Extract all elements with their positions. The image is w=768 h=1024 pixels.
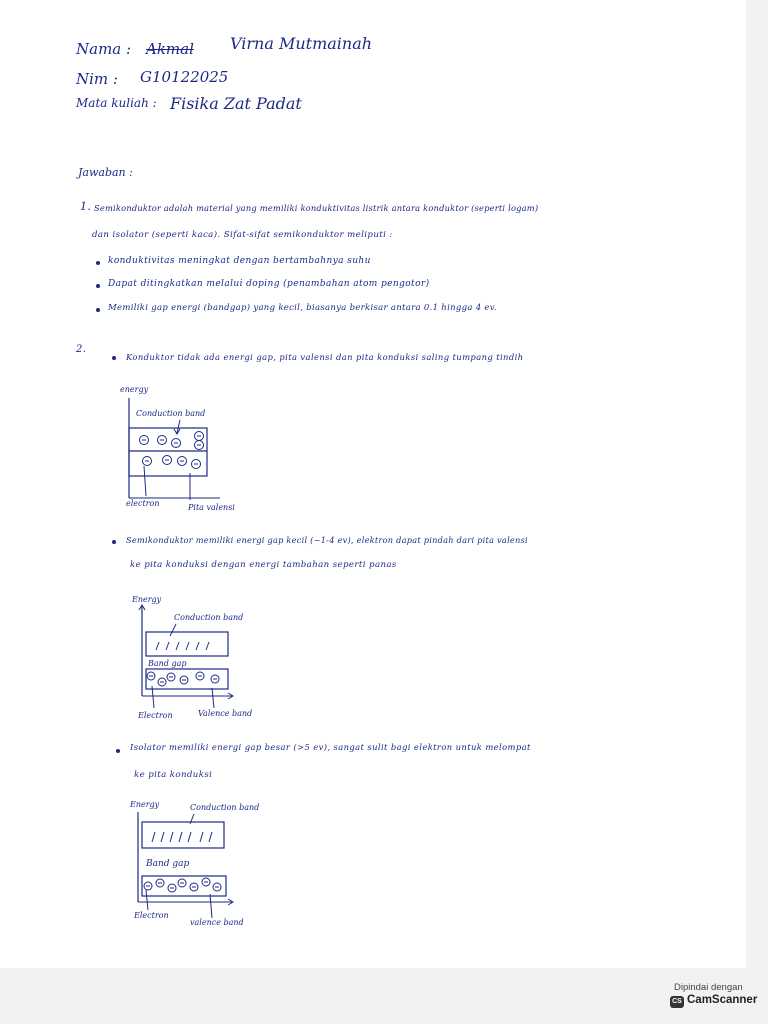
d2-gap-label: Band gap — [148, 659, 187, 668]
camscanner-watermark — [668, 980, 758, 1014]
d3-electron-label: Electron — [134, 911, 169, 920]
d3-conduction-label: Conduction band — [190, 803, 260, 812]
semikonduktor-line2: ke pita konduksi dengan energi tambahan seperti panas — [130, 560, 397, 570]
q1-line2: dan isolator (seperti kaca). Sifat-sifat semikonduktor meliputi : — [92, 230, 393, 240]
nama-value: Virna Mutmainah — [230, 34, 373, 53]
insulator-band-diagram — [120, 794, 320, 934]
conductor-band-diagram — [120, 378, 280, 518]
jawaban-label: Jawaban : — [78, 166, 133, 179]
d1-conduction-label: Conduction band — [136, 409, 206, 418]
semiconductor-band-diagram — [120, 592, 300, 728]
d1-electron-label: electron — [126, 499, 160, 508]
q1-bullet-dot-3 — [96, 308, 100, 312]
d2-conduction-label: Conduction band — [174, 613, 244, 622]
nama-label: Nama : — [76, 40, 132, 58]
q1-number: 1. — [80, 200, 92, 213]
d1-valensi-label: Pita valensi — [188, 503, 235, 512]
scanned-with-text: Dipindai dengan — [674, 982, 743, 993]
d2-energy-label: Energy — [132, 595, 162, 604]
nama-struck-text: Akmal — [146, 40, 194, 58]
matkul-label: Mata kuliah : — [76, 96, 157, 110]
camscanner-logo-icon: CS — [670, 996, 684, 1008]
q1-bullet-1: konduktivitas meningkat dengan bertambahnya suhu — [108, 256, 371, 266]
q2-bullet-dot-semikonduktor — [112, 540, 116, 544]
semikonduktor-line1: Semikonduktor memiliki energi gap kecil (~1-4 ev), elektron dapat pindah dari pita valensi — [126, 535, 528, 545]
q2-bullet-dot-isolator — [116, 749, 120, 753]
matkul-value: Fisika Zat Padat — [170, 94, 302, 113]
nim-label: Nim : — [76, 70, 118, 88]
isolator-line2: ke pita konduksi — [134, 770, 213, 780]
d3-energy-label: Energy — [130, 800, 160, 809]
q2-number: 2. — [76, 344, 87, 355]
camscanner-name: CamScanner — [687, 994, 758, 1006]
q1-line1: Semikonduktor adalah material yang memiliki konduktivitas listrik antara konduktor (seperti logam) — [94, 203, 539, 213]
q1-bullet-2: Dapat ditingkatkan melalui doping (penambahan atom pengotor) — [108, 279, 430, 289]
nim-value: G10122025 — [140, 68, 229, 86]
d2-electron-label: Electron — [138, 711, 173, 720]
isolator-line1: Isolator memiliki energi gap besar (>5 ev), sangat sulit bagi elektron untuk melompat — [130, 742, 531, 752]
d2-valence-label: Valence band — [198, 709, 253, 718]
q1-bullet-3: Memiliki gap energi (bandgap) yang kecil, biasanya berkisar antara 0.1 hingga 4 ev. — [108, 303, 497, 313]
q1-bullet-dot-2 — [96, 284, 100, 288]
q1-bullet-dot-1 — [96, 261, 100, 265]
d3-valence-label: valence band — [190, 918, 244, 927]
d3-gap-label: Band gap — [146, 859, 190, 869]
q2-konduktor-text: Konduktor tidak ada energi gap, pita valensi dan pita konduksi saling tumpang tindih — [126, 352, 524, 362]
d1-energy-label: energy — [120, 385, 149, 394]
q2-bullet-dot-konduktor — [112, 356, 116, 360]
